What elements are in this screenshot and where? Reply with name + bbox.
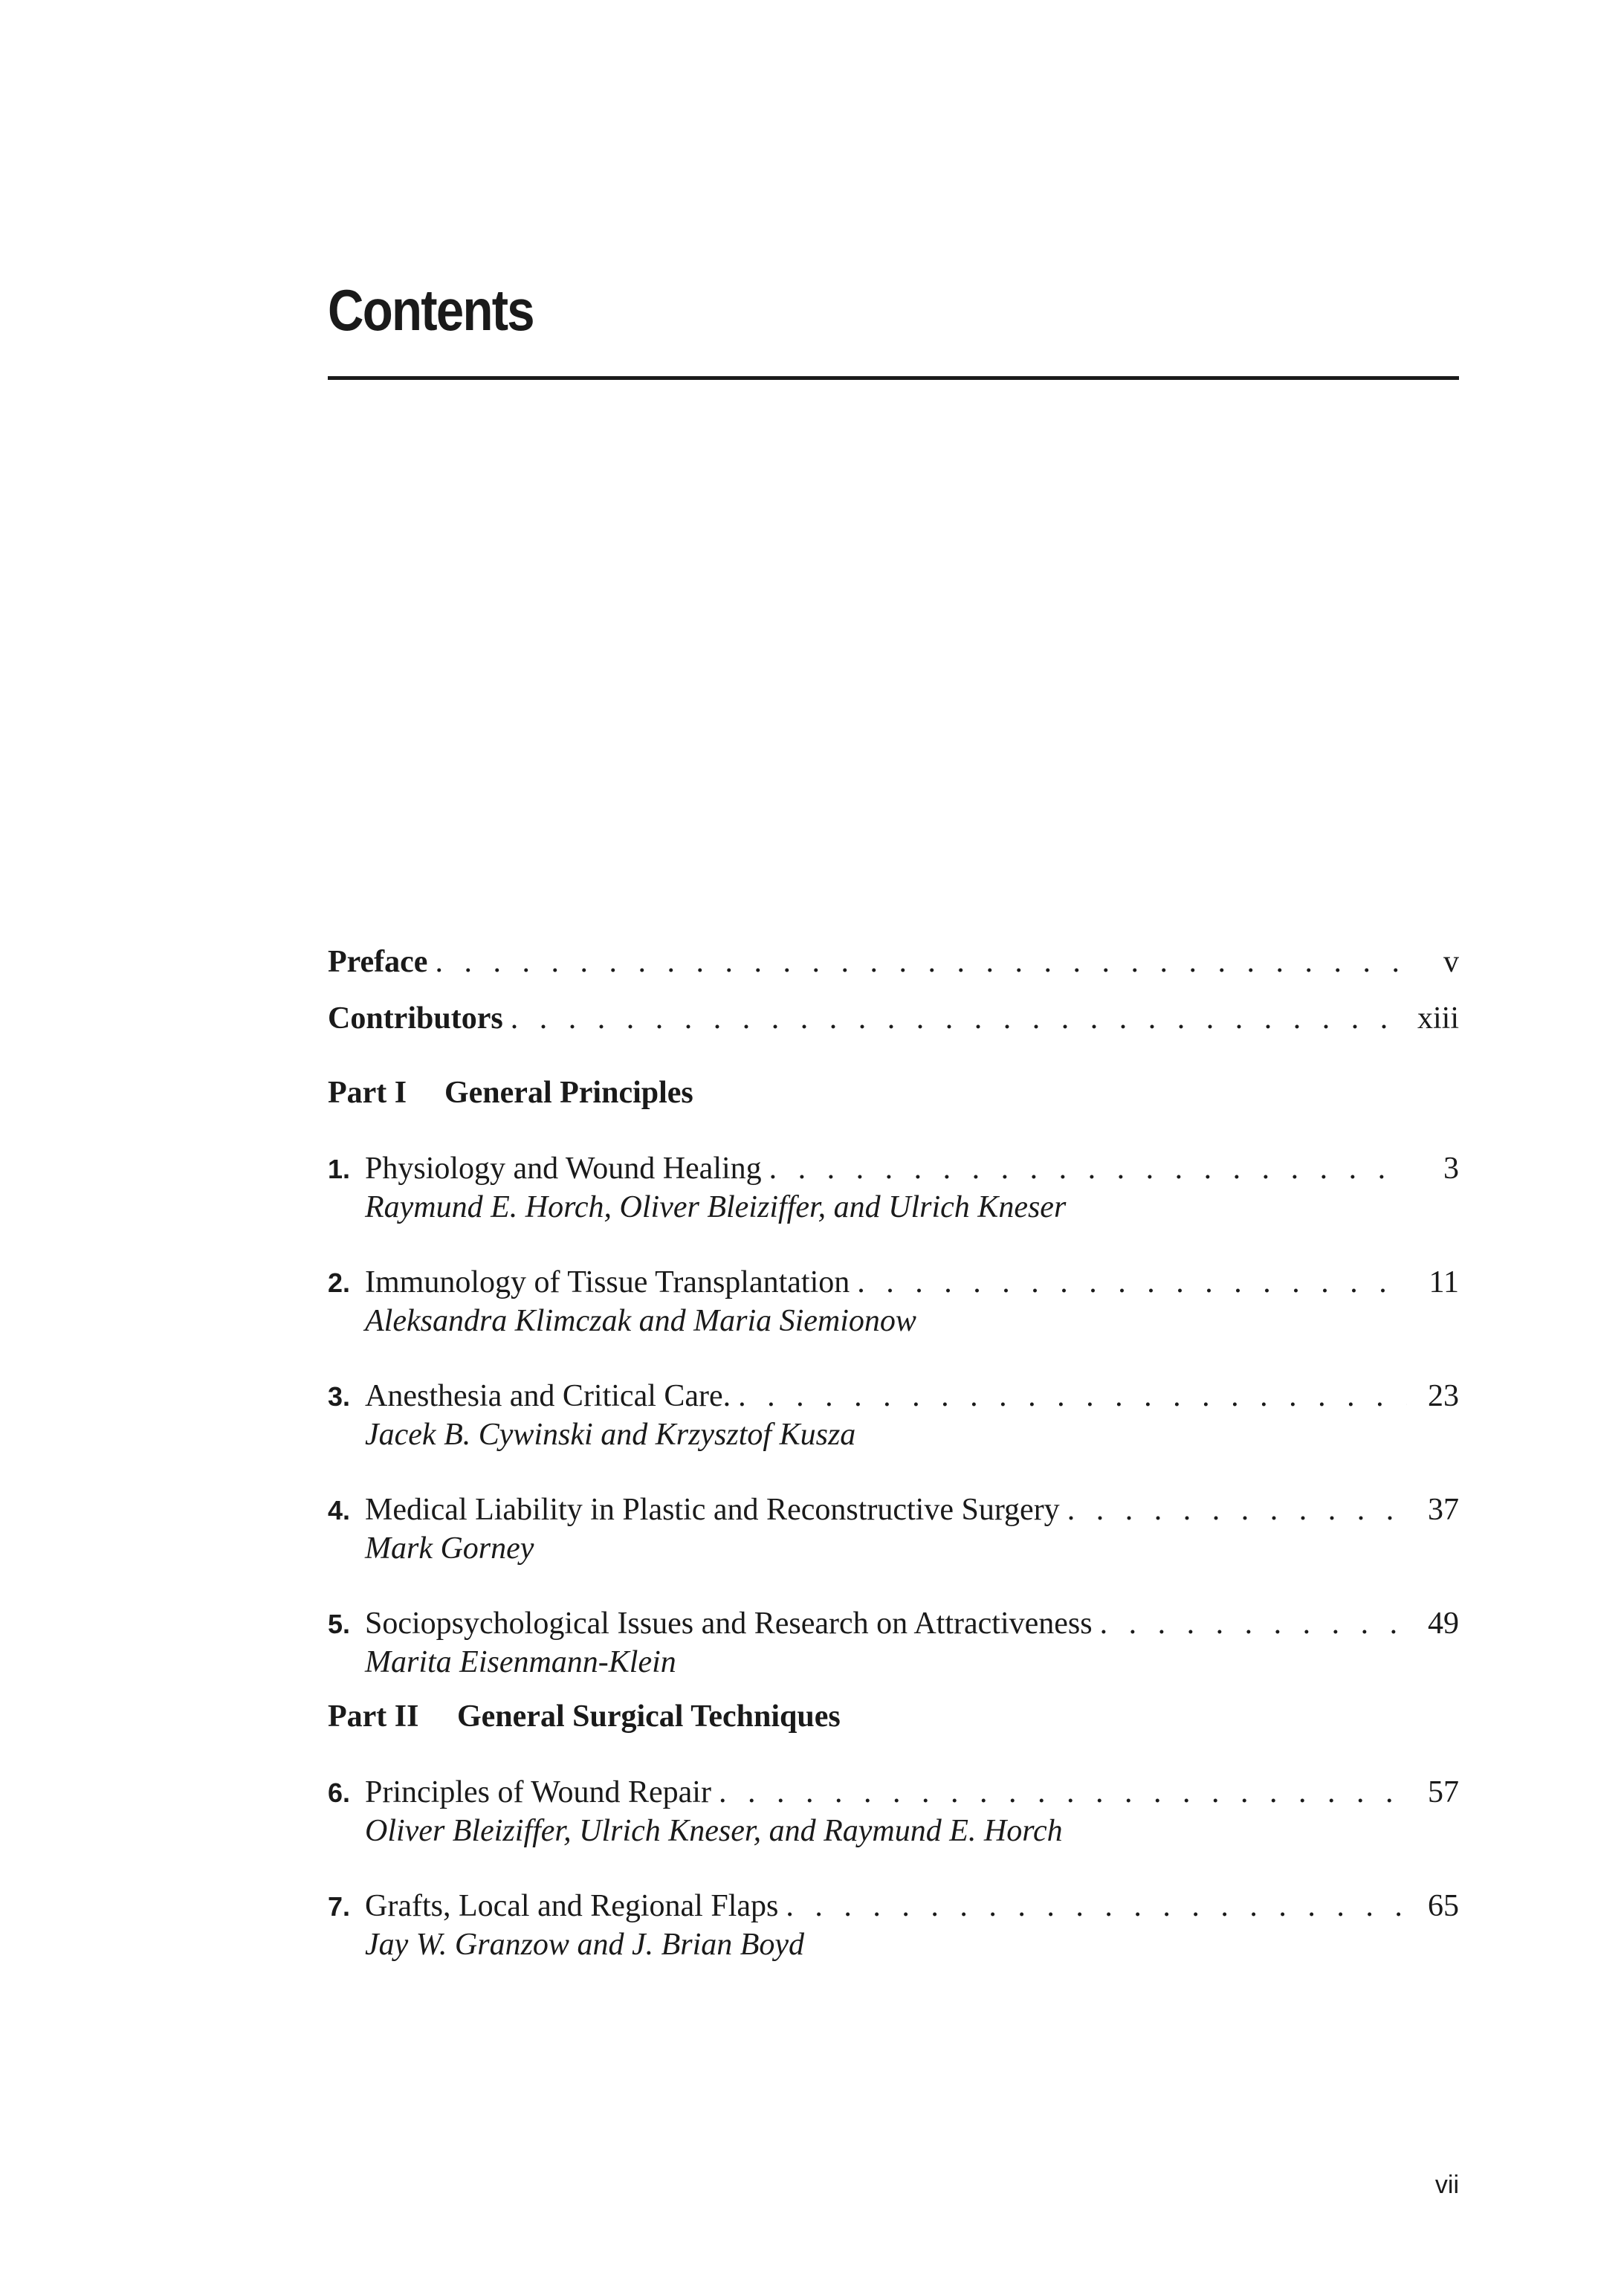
part-heading [328, 1073, 1459, 1112]
toc-page-number: 11 [1429, 1265, 1459, 1299]
toc-page-number: v [1443, 945, 1459, 979]
page-title: Contents [328, 277, 534, 343]
part-name: General Surgical Techniques [457, 1699, 841, 1734]
chapter-authors: Oliver Bleiziffer, Ulrich Kneser, and Raymund E. Horch [365, 1814, 1063, 1848]
chapter-entry[interactable] [328, 1604, 1459, 1681]
chapter-entry[interactable] [328, 1887, 1459, 1963]
chapter-title: Medical Liability in Plastic and Reconstructive Surgery [365, 1493, 1060, 1527]
chapter-title: Physiology and Wound Healing [365, 1152, 762, 1186]
dot-leader [786, 1887, 1407, 1925]
chapter-number: 1. [328, 1154, 351, 1184]
dot-leader [1100, 1604, 1407, 1643]
chapter-number: 7. [328, 1891, 351, 1922]
toc-page-number: 37 [1428, 1493, 1459, 1527]
part-label: Part I [328, 1076, 407, 1110]
title-rule [328, 376, 1459, 380]
toc-page-number: 65 [1428, 1889, 1459, 1923]
chapter-title: Grafts, Local and Regional Flaps [365, 1889, 779, 1923]
toc-page-number: 49 [1428, 1607, 1459, 1641]
toc-page-number: xiii [1417, 1001, 1459, 1036]
dot-leader [857, 1263, 1407, 1302]
chapter-title: Immunology of Tissue Transplantation [365, 1265, 850, 1299]
toc-entry-label: Contributors [328, 1001, 503, 1036]
table-of-contents [328, 943, 1459, 1963]
chapter-authors: Aleksandra Klimczak and Maria Siemionow [365, 1304, 916, 1338]
chapter-entry[interactable] [328, 1773, 1459, 1850]
toc-entry-label: Preface [328, 945, 428, 979]
chapter-authors: Jacek B. Cywinski and Krzysztof Kusza [365, 1418, 856, 1452]
dot-leader [769, 1149, 1407, 1188]
dot-leader [435, 943, 1407, 981]
chapter-entry[interactable] [328, 1491, 1459, 1567]
chapter-title: Sociopsychological Issues and Research on Attractiveness [365, 1607, 1093, 1641]
chapter-entry[interactable] [328, 1263, 1459, 1340]
chapter-entry[interactable] [328, 1149, 1459, 1226]
part-label: Part II [328, 1699, 419, 1734]
chapter-authors: Marita Eisenmann-Klein [365, 1645, 676, 1679]
toc-entry-preface[interactable] [328, 943, 1459, 981]
dot-leader [1067, 1491, 1407, 1529]
chapter-number: 3. [328, 1381, 351, 1412]
chapter-authors: Mark Gorney [365, 1531, 534, 1566]
chapter-authors: Raymund E. Horch, Oliver Bleiziffer, and Ulrich Kneser [365, 1190, 1067, 1224]
page-folio: vii [1434, 2171, 1459, 2199]
toc-page-number: 23 [1428, 1379, 1459, 1413]
toc-page-number: 3 [1443, 1152, 1459, 1186]
chapter-entry[interactable] [328, 1377, 1459, 1453]
toc-entry-contributors[interactable] [328, 999, 1459, 1038]
chapter-title: Principles of Wound Repair [365, 1775, 711, 1809]
part-heading [328, 1697, 1459, 1736]
toc-page-number: 57 [1428, 1775, 1459, 1809]
chapter-number: 5. [328, 1609, 351, 1639]
chapter-number: 2. [328, 1268, 351, 1298]
part-name: General Principles [444, 1076, 693, 1110]
dot-leader [511, 999, 1407, 1038]
chapter-number: 6. [328, 1777, 351, 1808]
chapter-title: Anesthesia and Critical Care. [365, 1379, 731, 1413]
dot-leader [738, 1377, 1407, 1415]
chapter-authors: Jay W. Granzow and J. Brian Boyd [365, 1928, 805, 1962]
dot-leader [719, 1773, 1407, 1812]
chapter-number: 4. [328, 1495, 351, 1525]
